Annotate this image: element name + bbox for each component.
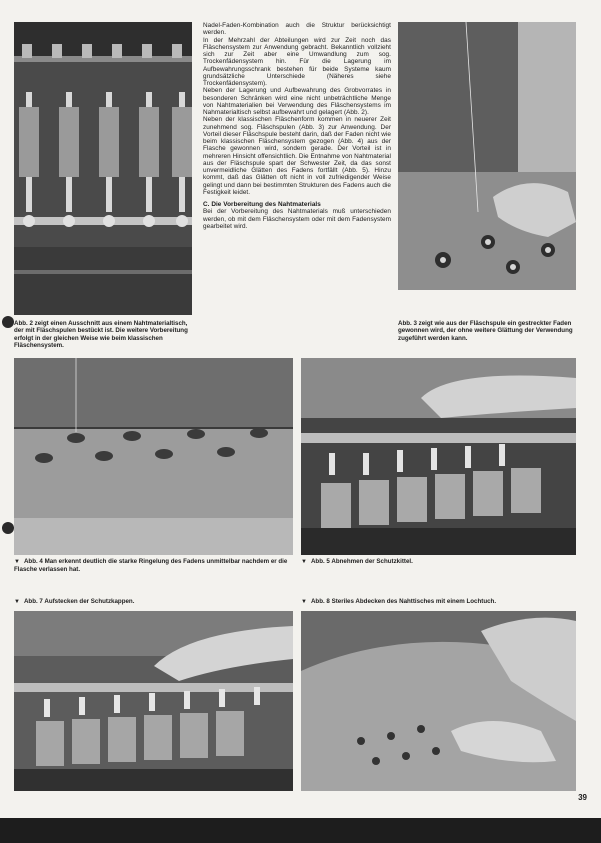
photo-abb7-attaching-caps [14,611,293,791]
photo-abb2-bottle-rack [14,22,192,315]
down-arrow-icon: ▼ [301,559,307,565]
punch-hole [2,316,14,328]
down-arrow-icon: ▼ [14,559,20,565]
article-paragraph: Neben der klassischen Fläschenform kommen in neuerer Zeit zunehmend sog. Fläschspulen (Abb. 3) zur Anwendung. Der Vorteil dieser Fläschspule besteht darin, daß der Faden nicht wie beim klassischen Fläschensystem gezogen (Abb. 4) aus der Flasche gewonnen wird, sondern gerade. Der Vorteil ist in mehreren Hinsicht offensichtlich. Die Entnahme von Nahtmaterial aus der Fläschspule spart der Schwester Zeit, da das sonst unvermeidliche Glätten des Fadens fortfällt (Abb. 5). Hinzu kommt, daß das Glätten oft nicht in voll zufriedigender Weise gelingt und dann bei bestimmten Strukturen des Fadens auch die Festigkeit leidet. [203,116,391,196]
article-text [203,22,391,230]
caption-abb7: ▼ Abb. 7 Aufstecken der Schutzkappen. [14,598,135,605]
down-arrow-icon: ▼ [301,599,307,605]
caption-abb5: ▼ Abb. 5 Abnehmen der Schutzkittel. [301,558,413,565]
photo-abb8-sterile-draping [301,611,576,791]
photo-abb5-removing-covers [301,358,576,555]
photo-abb3-spool [398,22,576,290]
caption-abb8: ▼ Abb. 8 Steriles Abdecken des Nahttisches mit einem Lochtuch. [301,598,497,605]
article-paragraph: In der Mehrzahl der Abteilungen wird zur Zeit noch das Fläschensystem zur Anwendung gebracht. Bekanntlich vollzieht sich zur Zeit aber eine Umwandlung zum sog. Trockenfädensystem hin. Für die Lagerung im Aufbewahrungsschrank bestehen für beide Systeme kaum grundsätzliche Unterschiede (Näheres siehe Trockenfädensystem). [203,36,391,87]
article-paragraph: Nadel-Faden-Kombination auch die Struktur berücksichtigt werden. [203,22,391,37]
caption-abb2: Abb. 2 zeigt einen Ausschnitt aus einem Nahtmaterialtisch, der mit Fläschspulen bestückt ist. Die weitere Vorbereitung erfolgt in der gleichen Weise wie beim klassischen Fläschensystem. [14,320,188,350]
down-arrow-icon: ▼ [14,599,20,605]
caption-abb4: ▼ Abb. 4 Man erkennt deutlich die starke Ringelung des Fadens unmittelbar nachdem er die Flasche verlassen hat. [14,558,288,574]
article-paragraph: Neben der Lagerung und Aufbewahrung des Grobvorrates in besonderen Schränken wird eine nicht unbeträchtliche Menge von Nahtmaterialien bei Verwendung des Fläschensystems im Nahmaterialtisch selbst aufbewahrt und gelagert (Abb. 2). [203,87,391,116]
footer-bar [0,818,601,843]
punch-hole [2,522,14,534]
section-heading: C. Die Vorbereitung des Nahtmaterials [203,201,321,208]
photo-abb4-bottle-caps [14,358,293,555]
caption-abb3: Abb. 3 zeigt wie aus der Fläschspule ein gestreckter Faden gewonnen wird, der ohne weitere Glättung der Verwendung zugeführt werden kann. [398,320,573,342]
section-text: Bei der Vorbereitung des Nahtmaterials muß unterschieden werden, ob mit dem Fläschensystem oder mit dem Fadensystem gearbeitet wird. [203,208,391,230]
page-number: 39 [578,793,587,802]
